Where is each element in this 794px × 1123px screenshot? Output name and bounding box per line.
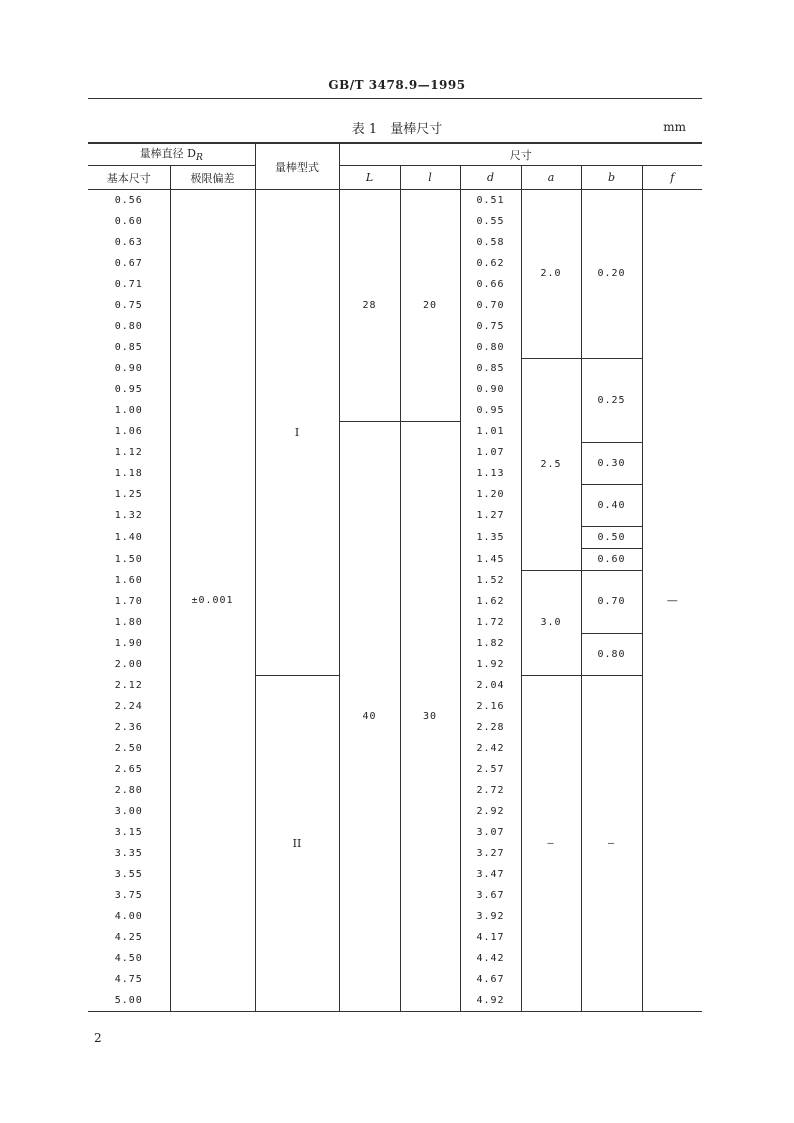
d-cell: 0.95 [460, 400, 521, 421]
d-cell: 4.67 [460, 969, 521, 990]
basic-size-cell: 1.60 [88, 570, 170, 591]
basic-size-cell: 2.12 [88, 675, 170, 696]
basic-size-cell: 5.00 [88, 990, 170, 1012]
basic-size-cell: 3.75 [88, 885, 170, 906]
basic-size-cell: 4.50 [88, 948, 170, 969]
l-cell: 20 [400, 190, 460, 422]
d-cell: 4.42 [460, 948, 521, 969]
b-header: b [581, 166, 642, 190]
basic-size-cell: 0.80 [88, 316, 170, 337]
d-cell: 1.45 [460, 548, 521, 570]
basic-size-cell: 4.25 [88, 927, 170, 948]
page-number: 2 [94, 1031, 102, 1045]
basic-size-cell: 1.90 [88, 633, 170, 654]
d-cell: 3.27 [460, 843, 521, 864]
a-cell: 3.0 [521, 570, 581, 675]
table-row [88, 190, 702, 212]
b-cell: 0.30 [581, 442, 642, 484]
d-cell: 4.17 [460, 927, 521, 948]
d-cell: 1.01 [460, 421, 521, 442]
basic-size-cell: 1.70 [88, 591, 170, 612]
d-cell: 0.80 [460, 337, 521, 358]
l-cell: 30 [400, 421, 460, 1012]
L-cell: 40 [339, 421, 400, 1012]
type-cell: II [255, 675, 339, 1012]
basic-size-cell: 1.00 [88, 400, 170, 421]
basic-size-cell: 1.25 [88, 484, 170, 505]
basic-size-cell: 0.56 [88, 190, 170, 212]
basic-size-cell: 0.60 [88, 211, 170, 232]
d-cell: 0.90 [460, 379, 521, 400]
basic-size-cell: 1.06 [88, 421, 170, 442]
unit-label: mm [663, 120, 686, 134]
header-rule [88, 98, 702, 99]
b-cell: 0.70 [581, 570, 642, 633]
basic-size-cell: 3.15 [88, 822, 170, 843]
basic-size-cell: 2.65 [88, 759, 170, 780]
d-cell: 2.04 [460, 675, 521, 696]
basic-size-cell: 2.24 [88, 696, 170, 717]
d-cell: 1.72 [460, 612, 521, 633]
dimensions-header: 尺寸 [339, 143, 702, 166]
basic-size-cell: 3.35 [88, 843, 170, 864]
basic-size-cell: 0.67 [88, 253, 170, 274]
a-cell: — [521, 675, 581, 1012]
d-cell: 3.47 [460, 864, 521, 885]
basic-size-cell: 3.00 [88, 801, 170, 822]
d-cell: 2.42 [460, 738, 521, 759]
d-cell: 3.92 [460, 906, 521, 927]
type-cell: I [255, 190, 339, 676]
basic-size-cell: 0.95 [88, 379, 170, 400]
basic-size-cell: 2.80 [88, 780, 170, 801]
d-header: d [460, 166, 521, 190]
d-cell: 0.85 [460, 358, 521, 379]
basic-size-cell: 4.75 [88, 969, 170, 990]
b-cell: 0.25 [581, 358, 642, 442]
d-cell: 0.62 [460, 253, 521, 274]
d-cell: 1.52 [460, 570, 521, 591]
limit-deviation-cell: ±0.001 [170, 190, 255, 1012]
standard-number: GB/T 3478.9—1995 [328, 78, 466, 92]
d-cell: 0.66 [460, 274, 521, 295]
a-cell: 2.0 [521, 190, 581, 359]
a-header: a [521, 166, 581, 190]
d-cell: 3.07 [460, 822, 521, 843]
limit-deviation-header: 极限偏差 [170, 166, 255, 190]
basic-size-cell: 0.85 [88, 337, 170, 358]
basic-size-cell: 1.50 [88, 548, 170, 570]
basic-size-cell: 1.12 [88, 442, 170, 463]
basic-size-cell: 2.36 [88, 717, 170, 738]
basic-size-cell: 1.40 [88, 526, 170, 548]
d-cell: 1.27 [460, 505, 521, 526]
b-cell: 0.50 [581, 526, 642, 548]
basic-size-cell: 0.71 [88, 274, 170, 295]
f-cell: — [642, 190, 702, 1012]
d-cell: 1.92 [460, 654, 521, 675]
basic-size-cell: 0.63 [88, 232, 170, 253]
d-cell: 3.67 [460, 885, 521, 906]
b-cell: 0.80 [581, 633, 642, 675]
d-cell: 1.35 [460, 526, 521, 548]
gauge-rod-size-table [88, 142, 702, 1012]
d-cell: 0.70 [460, 295, 521, 316]
d-cell: 0.58 [460, 232, 521, 253]
d-cell: 1.20 [460, 484, 521, 505]
d-cell: 1.07 [460, 442, 521, 463]
a-cell: 2.5 [521, 358, 581, 570]
b-cell: 0.20 [581, 190, 642, 359]
d-cell: 0.75 [460, 316, 521, 337]
basic-size-cell: 3.55 [88, 864, 170, 885]
d-cell: 2.92 [460, 801, 521, 822]
f-header: f [642, 166, 702, 190]
d-cell: 2.57 [460, 759, 521, 780]
l-header: l [400, 166, 460, 190]
table-caption: 表 1 量棒尺寸 [351, 122, 443, 137]
diameter-group-header: 量棒直径 $D_R$ [88, 143, 255, 166]
d-cell: 0.55 [460, 211, 521, 232]
d-cell: 2.16 [460, 696, 521, 717]
basic-size-cell: 1.32 [88, 505, 170, 526]
basic-size-cell: 1.80 [88, 612, 170, 633]
L-cell: 28 [339, 190, 400, 422]
L-header: L [339, 166, 400, 190]
basic-size-header: 基本尺寸 [88, 166, 170, 190]
basic-size-cell: 2.00 [88, 654, 170, 675]
d-cell: 2.72 [460, 780, 521, 801]
d-cell: 0.51 [460, 190, 521, 212]
basic-size-cell: 0.75 [88, 295, 170, 316]
b-cell: 0.60 [581, 548, 642, 570]
d-cell: 4.92 [460, 990, 521, 1012]
b-cell: 0.40 [581, 484, 642, 526]
basic-size-cell: 2.50 [88, 738, 170, 759]
basic-size-cell: 1.18 [88, 463, 170, 484]
basic-size-cell: 4.00 [88, 906, 170, 927]
type-header: 量棒型式 [255, 143, 339, 190]
basic-size-cell: 0.90 [88, 358, 170, 379]
b-cell: — [581, 675, 642, 1012]
d-cell: 1.13 [460, 463, 521, 484]
d-cell: 1.62 [460, 591, 521, 612]
d-cell: 1.82 [460, 633, 521, 654]
d-cell: 2.28 [460, 717, 521, 738]
